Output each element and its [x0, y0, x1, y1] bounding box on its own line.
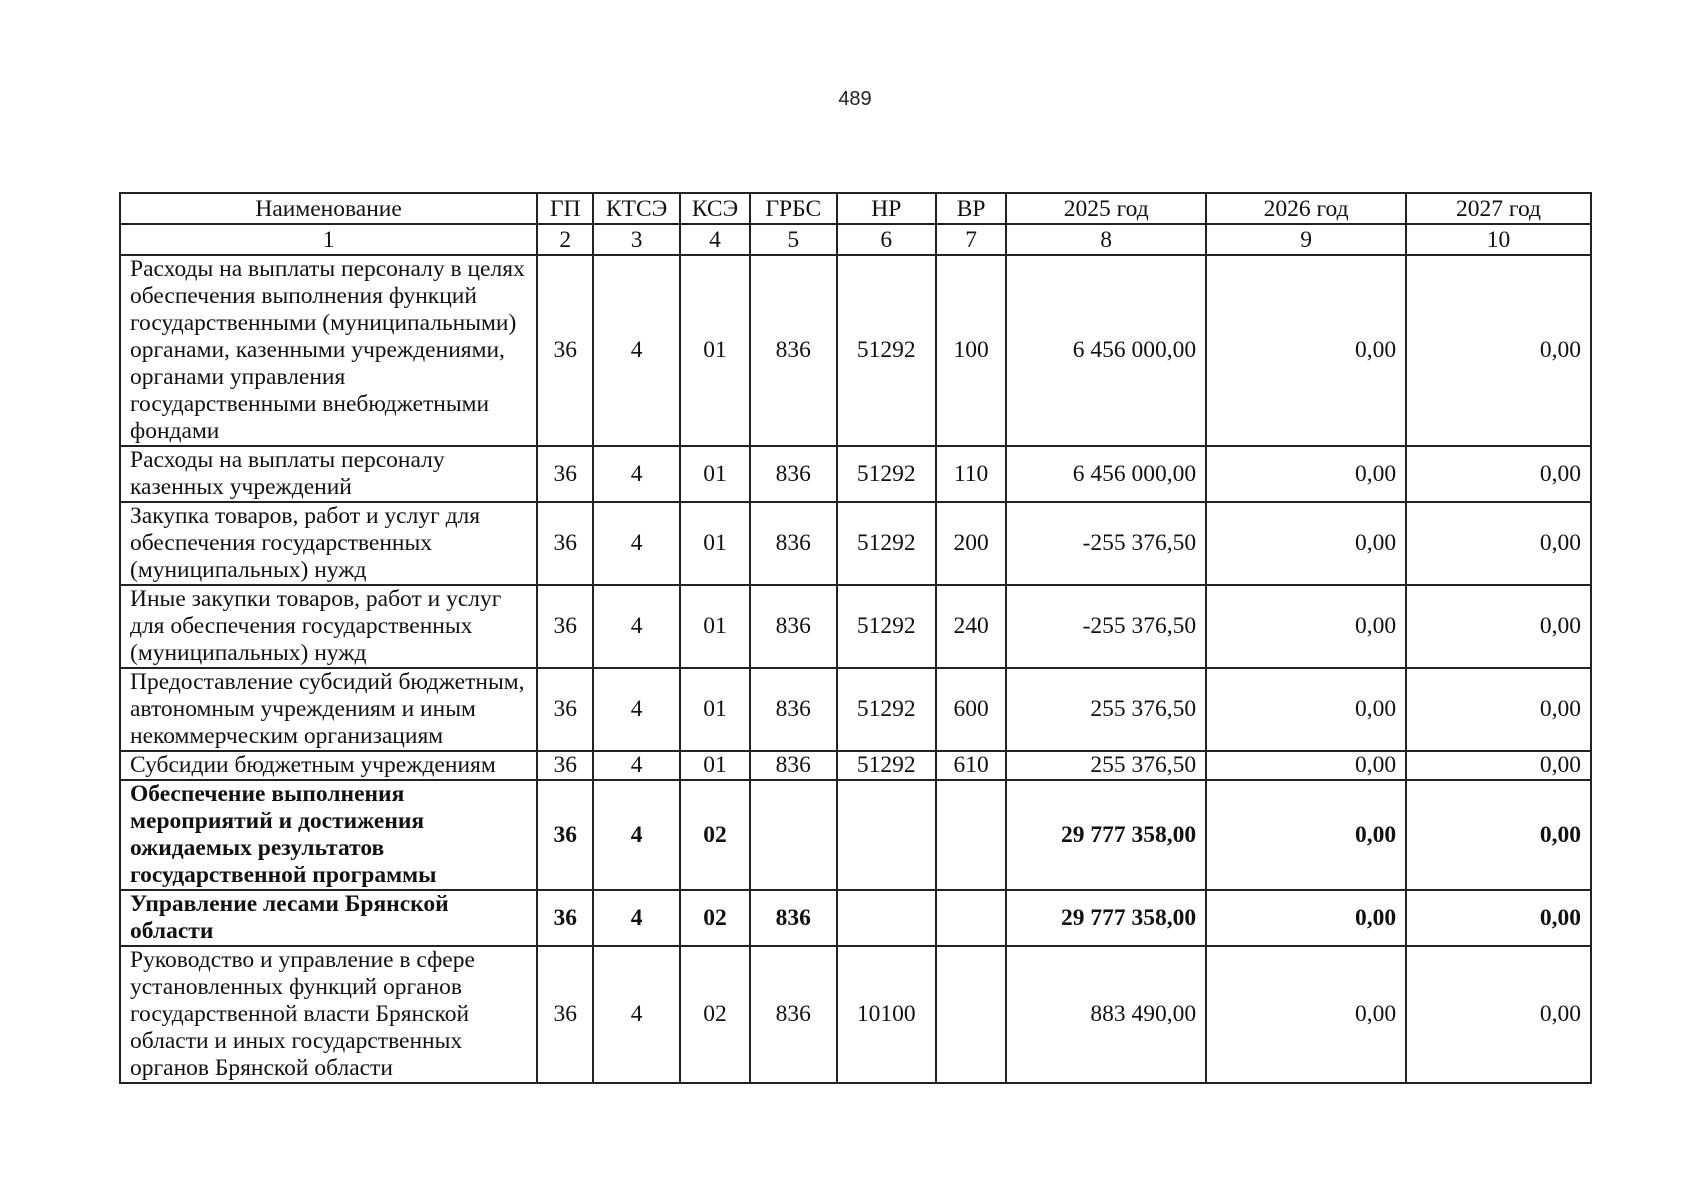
row-amount-2026: 0,00 [1206, 780, 1406, 890]
row-amount-2026: 0,00 [1206, 585, 1406, 668]
row-gp: 36 [537, 668, 593, 751]
column-number: 1 [120, 224, 537, 255]
table-row [120, 502, 1591, 585]
column-number-row [120, 224, 1591, 255]
row-nr: 51292 [837, 255, 936, 446]
row-nr [837, 890, 936, 946]
row-vr [936, 946, 1006, 1083]
row-amount-2027: 0,00 [1406, 946, 1591, 1083]
row-nr: 51292 [837, 446, 936, 502]
row-vr: 200 [936, 502, 1006, 585]
row-name: Обеспечение выполнения мероприятий и достижения ожидаемых результатов государственной программы [120, 780, 537, 890]
row-name: Иные закупки товаров, работ и услуг для обеспечения государственных (муниципальных) нужд [120, 585, 537, 668]
header-ktse: КТСЭ [593, 193, 679, 224]
row-grbs: 836 [750, 890, 836, 946]
row-grbs: 836 [750, 502, 836, 585]
table-row [120, 446, 1591, 502]
row-ktse: 4 [593, 446, 679, 502]
table-row [120, 255, 1591, 446]
row-ktse: 4 [593, 255, 679, 446]
row-kse: 01 [680, 502, 750, 585]
row-amount-2026: 0,00 [1206, 255, 1406, 446]
row-vr: 600 [936, 668, 1006, 751]
row-vr: 240 [936, 585, 1006, 668]
table-row [120, 668, 1591, 751]
row-amount-2026: 0,00 [1206, 446, 1406, 502]
header-name: Наименование [120, 193, 537, 224]
row-ktse: 4 [593, 780, 679, 890]
header-vr: ВР [936, 193, 1006, 224]
row-grbs [750, 780, 836, 890]
row-nr: 51292 [837, 585, 936, 668]
row-nr: 10100 [837, 946, 936, 1083]
row-name: Субсидии бюджетным учреждениям [120, 751, 537, 780]
row-ktse: 4 [593, 668, 679, 751]
header-2027: 2027 год [1406, 193, 1591, 224]
row-amount-2027: 0,00 [1406, 668, 1591, 751]
column-number: 4 [680, 224, 750, 255]
column-number: 7 [936, 224, 1006, 255]
row-gp: 36 [537, 585, 593, 668]
row-grbs: 836 [750, 668, 836, 751]
row-vr: 110 [936, 446, 1006, 502]
header-grbs: ГРБС [750, 193, 836, 224]
row-ktse: 4 [593, 946, 679, 1083]
row-amount-2027: 0,00 [1406, 585, 1591, 668]
column-number: 6 [837, 224, 936, 255]
row-amount-2027: 0,00 [1406, 446, 1591, 502]
row-kse: 01 [680, 255, 750, 446]
row-amount-2025: 255 376,50 [1006, 751, 1206, 780]
row-nr [837, 780, 936, 890]
row-amount-2027: 0,00 [1406, 502, 1591, 585]
row-vr [936, 890, 1006, 946]
row-grbs: 836 [750, 585, 836, 668]
column-number: 8 [1006, 224, 1206, 255]
row-vr: 100 [936, 255, 1006, 446]
row-vr [936, 780, 1006, 890]
column-number: 10 [1406, 224, 1591, 255]
row-gp: 36 [537, 890, 593, 946]
row-kse: 02 [680, 890, 750, 946]
row-ktse: 4 [593, 585, 679, 668]
row-amount-2025: 29 777 358,00 [1006, 780, 1206, 890]
row-amount-2026: 0,00 [1206, 668, 1406, 751]
row-nr: 51292 [837, 751, 936, 780]
table-row [120, 946, 1591, 1083]
header-2026: 2026 год [1206, 193, 1406, 224]
header-gp: ГП [537, 193, 593, 224]
row-gp: 36 [537, 502, 593, 585]
row-amount-2027: 0,00 [1406, 780, 1591, 890]
header-row [120, 193, 1591, 224]
row-amount-2025: 6 456 000,00 [1006, 255, 1206, 446]
row-gp: 36 [537, 751, 593, 780]
row-ktse: 4 [593, 502, 679, 585]
table-row [120, 780, 1591, 890]
row-amount-2027: 0,00 [1406, 255, 1591, 446]
row-amount-2025: 6 456 000,00 [1006, 446, 1206, 502]
column-number: 3 [593, 224, 679, 255]
column-number: 9 [1206, 224, 1406, 255]
column-number: 2 [537, 224, 593, 255]
row-amount-2025: -255 376,50 [1006, 585, 1206, 668]
row-gp: 36 [537, 946, 593, 1083]
row-name: Расходы на выплаты персоналу в целях обеспечения выполнения функций государственными (муниципальными) органами, казенными учреждениями, органами управления государственными внебюджетными фондами [120, 255, 537, 446]
column-number: 5 [750, 224, 836, 255]
row-kse: 01 [680, 585, 750, 668]
header-2025: 2025 год [1006, 193, 1206, 224]
row-grbs: 836 [750, 446, 836, 502]
row-kse: 01 [680, 751, 750, 780]
row-grbs: 836 [750, 255, 836, 446]
row-amount-2025: -255 376,50 [1006, 502, 1206, 585]
header-nr: НР [837, 193, 936, 224]
row-ktse: 4 [593, 890, 679, 946]
row-name: Управление лесами Брянской области [120, 890, 537, 946]
row-amount-2026: 0,00 [1206, 502, 1406, 585]
table-row [120, 751, 1591, 780]
row-ktse: 4 [593, 751, 679, 780]
row-kse: 02 [680, 946, 750, 1083]
row-amount-2025: 255 376,50 [1006, 668, 1206, 751]
page-number: 489 [838, 88, 872, 110]
row-nr: 51292 [837, 502, 936, 585]
row-name: Руководство и управление в сфере установленных функций органов государственной власти Брянской области и иных государственных органов Брянской области [120, 946, 537, 1083]
table-row [120, 890, 1591, 946]
budget-table [119, 192, 1592, 1084]
row-amount-2026: 0,00 [1206, 946, 1406, 1083]
table-row [120, 585, 1591, 668]
row-amount-2026: 0,00 [1206, 890, 1406, 946]
row-gp: 36 [537, 446, 593, 502]
row-amount-2025: 29 777 358,00 [1006, 890, 1206, 946]
row-amount-2027: 0,00 [1406, 751, 1591, 780]
row-gp: 36 [537, 255, 593, 446]
row-kse: 01 [680, 446, 750, 502]
row-kse: 01 [680, 668, 750, 751]
row-kse: 02 [680, 780, 750, 890]
row-vr: 610 [936, 751, 1006, 780]
row-nr: 51292 [837, 668, 936, 751]
row-name: Предоставление субсидий бюджетным, автономным учреждениям и иным некоммерческим организациям [120, 668, 537, 751]
row-amount-2026: 0,00 [1206, 751, 1406, 780]
row-name: Закупка товаров, работ и услуг для обеспечения государственных (муниципальных) нужд [120, 502, 537, 585]
row-amount-2025: 883 490,00 [1006, 946, 1206, 1083]
header-kse: КСЭ [680, 193, 750, 224]
row-grbs: 836 [750, 751, 836, 780]
row-name: Расходы на выплаты персоналу казенных учреждений [120, 446, 537, 502]
row-amount-2027: 0,00 [1406, 890, 1591, 946]
row-grbs: 836 [750, 946, 836, 1083]
row-gp: 36 [537, 780, 593, 890]
